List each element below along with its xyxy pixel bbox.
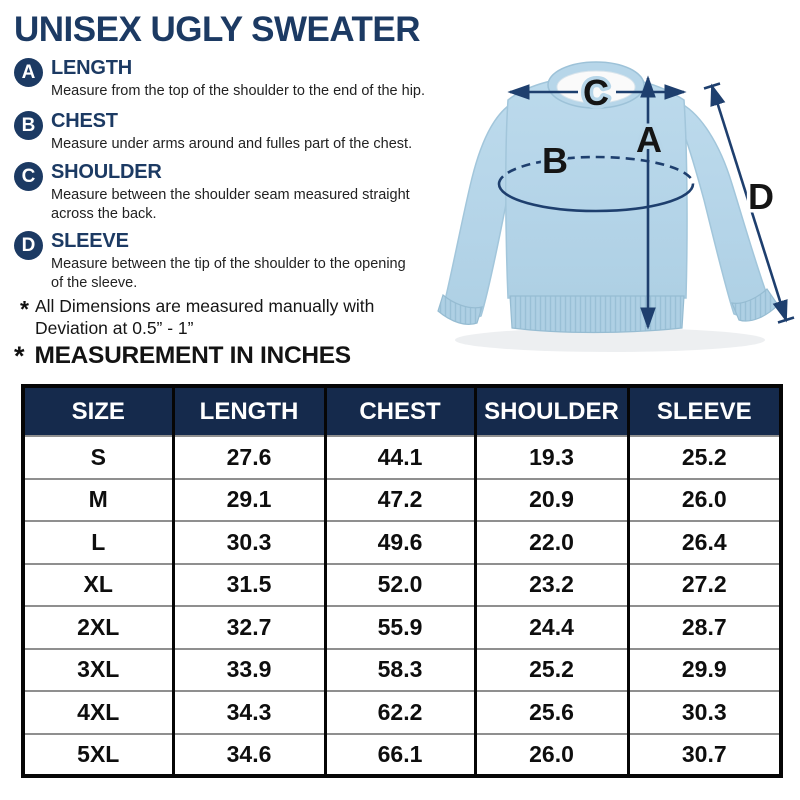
table-row — [23, 691, 781, 734]
badge-c: C — [14, 162, 43, 191]
diagram-label-a: A — [636, 119, 662, 160]
definition-chest-body — [51, 110, 412, 154]
deviation-note-line2: Deviation at 0.5” - 1” — [34, 317, 194, 338]
definition-sleeve-desc: Measure between the tip of the shoulder to the opening of the sleeve. — [51, 256, 406, 291]
asterisk-icon: * — [14, 341, 25, 371]
header-chest: CHEST — [325, 386, 475, 436]
table-row — [23, 734, 781, 777]
value-cell: 25.2 — [628, 436, 781, 479]
definition-length-desc: Measure from the top of the shoulder to the end of the hip. — [51, 83, 426, 99]
value-cell: 31.5 — [173, 564, 325, 607]
value-cell: 58.3 — [325, 649, 475, 692]
value-cell: 26.4 — [628, 521, 781, 564]
badge-d: D — [14, 231, 43, 260]
table-row — [23, 521, 781, 564]
definition-sleeve — [14, 230, 419, 293]
diagram-label-d: D — [748, 176, 774, 217]
header-shoulder: SHOULDER — [475, 386, 628, 436]
deviation-note — [20, 296, 374, 340]
header-length: LENGTH — [173, 386, 325, 436]
value-cell: 23.2 — [475, 564, 628, 607]
size-table-head — [23, 386, 781, 436]
value-cell: 20.9 — [475, 479, 628, 522]
value-cell: 27.6 — [173, 436, 325, 479]
definition-length-body — [51, 57, 425, 101]
value-cell: 19.3 — [475, 436, 628, 479]
definition-length-term: LENGTH — [51, 57, 133, 79]
measurement-heading — [14, 342, 351, 370]
value-cell: 44.1 — [325, 436, 475, 479]
deviation-note-text — [35, 296, 374, 340]
value-cell: 24.4 — [475, 606, 628, 649]
value-cell: 33.9 — [173, 649, 325, 692]
badge-b: B — [14, 111, 43, 140]
value-cell: 28.7 — [628, 606, 781, 649]
sweater-measurement-diagram — [428, 44, 800, 362]
value-cell: 66.1 — [325, 734, 475, 777]
definition-chest-desc: Measure under arms around and fulles part of the chest. — [51, 136, 413, 152]
value-cell: 30.7 — [628, 734, 781, 777]
badge-a: A — [14, 58, 43, 87]
value-cell: 26.0 — [475, 734, 628, 777]
size-cell: S — [23, 436, 173, 479]
page-title: UNISEX UGLY SWEATER — [14, 10, 421, 49]
value-cell: 34.6 — [173, 734, 325, 777]
table-row — [23, 479, 781, 522]
definition-shoulder-term: SHOULDER — [51, 161, 162, 183]
value-cell: 47.2 — [325, 479, 475, 522]
size-table-body — [23, 436, 781, 776]
definition-sleeve-body — [51, 230, 419, 293]
value-cell: 49.6 — [325, 521, 475, 564]
value-cell: 25.6 — [475, 691, 628, 734]
size-cell: 2XL — [23, 606, 173, 649]
header-row — [23, 386, 781, 436]
definition-length — [14, 57, 425, 101]
table-row — [23, 436, 781, 479]
size-cell: M — [23, 479, 173, 522]
value-cell: 62.2 — [325, 691, 475, 734]
size-table — [21, 384, 783, 778]
header-sleeve: SLEEVE — [628, 386, 781, 436]
value-cell: 29.9 — [628, 649, 781, 692]
definition-chest-term: CHEST — [51, 110, 118, 132]
sweater-hem — [510, 296, 684, 333]
diagram-label-b: B — [542, 140, 568, 181]
value-cell: 32.7 — [173, 606, 325, 649]
measurement-heading-text: MEASUREMENT IN INCHES — [34, 342, 351, 369]
definition-chest — [14, 110, 412, 154]
size-cell: 4XL — [23, 691, 173, 734]
value-cell: 29.1 — [173, 479, 325, 522]
definition-shoulder — [14, 161, 423, 224]
deviation-note-line1: All Dimensions are measured manually with — [34, 296, 375, 316]
sweater-illustration — [428, 44, 800, 362]
definition-shoulder-desc: Measure between the shoulder seam measured straight across the back. — [51, 187, 410, 222]
size-cell: XL — [23, 564, 173, 607]
table-row — [23, 564, 781, 607]
value-cell: 34.3 — [173, 691, 325, 734]
value-cell: 22.0 — [475, 521, 628, 564]
table-row — [23, 606, 781, 649]
value-cell: 30.3 — [628, 691, 781, 734]
value-cell: 52.0 — [325, 564, 475, 607]
value-cell: 27.2 — [628, 564, 781, 607]
value-cell: 26.0 — [628, 479, 781, 522]
definition-shoulder-body — [51, 161, 423, 224]
value-cell: 25.2 — [475, 649, 628, 692]
asterisk-icon: * — [20, 296, 29, 322]
size-cell: 5XL — [23, 734, 173, 777]
value-cell: 30.3 — [173, 521, 325, 564]
diagram-label-c: C — [583, 72, 609, 113]
size-cell: L — [23, 521, 173, 564]
value-cell: 55.9 — [325, 606, 475, 649]
header-size: SIZE — [23, 386, 173, 436]
size-cell: 3XL — [23, 649, 173, 692]
table-row — [23, 649, 781, 692]
definition-sleeve-term: SLEEVE — [51, 230, 129, 252]
